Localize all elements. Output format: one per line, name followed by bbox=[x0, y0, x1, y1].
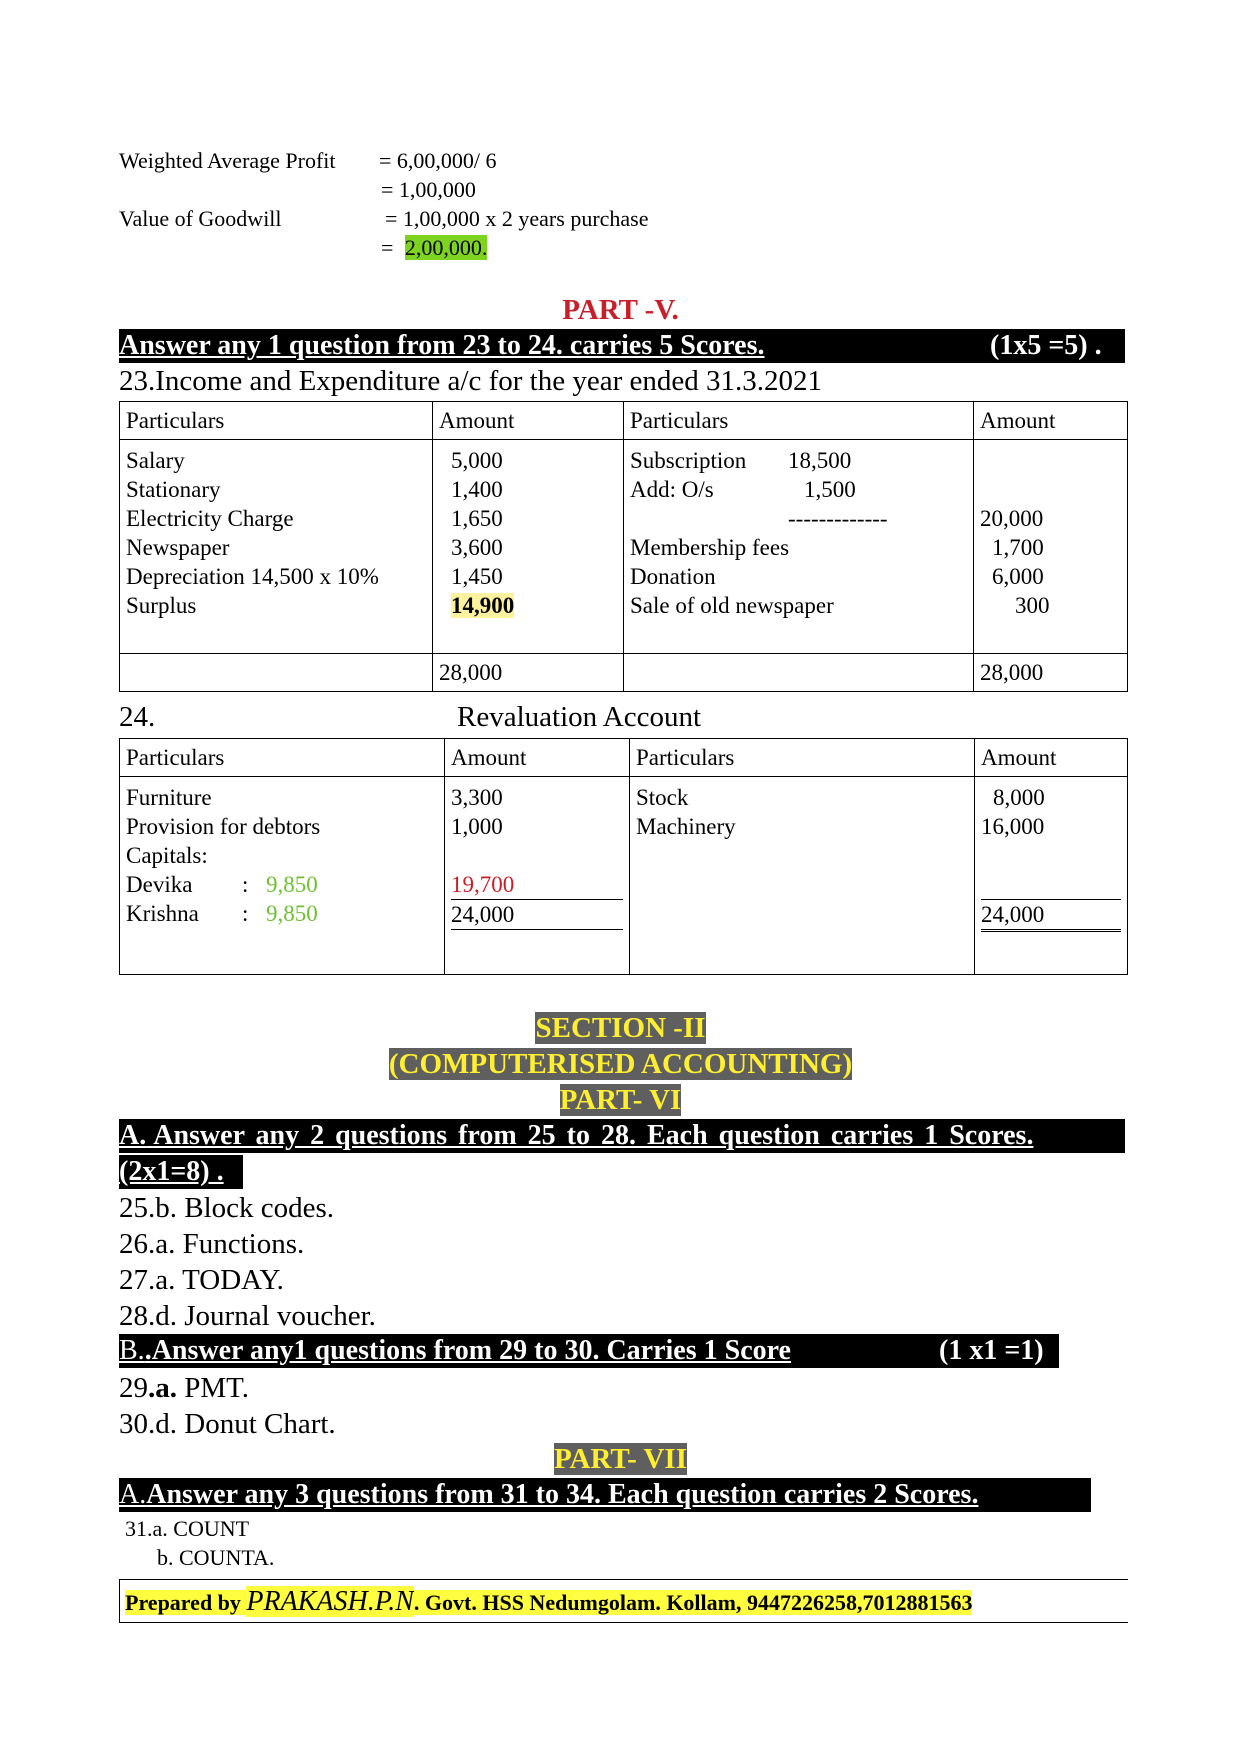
col-particulars-left: Particulars bbox=[120, 402, 433, 440]
table-row bbox=[120, 777, 1128, 975]
table-header-row bbox=[120, 402, 1128, 440]
part-vii-prefix: A. bbox=[119, 1479, 147, 1510]
q24-title: Revaluation Account bbox=[457, 701, 702, 733]
list-item: Subscription 18,500 bbox=[630, 448, 852, 473]
part-vi-b-instruction: .Answer any1 questions from 29 to 30. Carries 1 Score bbox=[144, 1335, 791, 1366]
part-v-marks: (1x5 =5) . bbox=[990, 330, 1102, 361]
amount: 3,600 bbox=[451, 535, 503, 560]
goodwill-result-line bbox=[381, 235, 487, 261]
partner-share: 9,850 bbox=[266, 872, 318, 897]
credit-amounts bbox=[975, 777, 1128, 975]
debit-items bbox=[120, 777, 445, 975]
prepared-by-footer bbox=[119, 1579, 1128, 1623]
prepared-by-label: Prepared by bbox=[125, 1590, 247, 1615]
partner-share: 9,850 bbox=[266, 901, 318, 926]
part-v-instruction: Answer any 1 question from 23 to 24. carries 5 Scores. bbox=[119, 330, 765, 361]
list-item: Surplus bbox=[126, 593, 197, 618]
part-vi-a-instruction: Answer any 2 questions from 25 to 28. Each question carries 1 Scores. bbox=[153, 1120, 1034, 1151]
list-item: Donation bbox=[630, 564, 716, 589]
income-items bbox=[624, 440, 974, 654]
answer-26: 26.a. Functions. bbox=[119, 1228, 305, 1260]
goodwill-label: Value of Goodwill bbox=[119, 206, 282, 231]
list-item: Sale of old newspaper bbox=[630, 593, 834, 618]
part-vi-b-prefix: B. bbox=[119, 1335, 145, 1366]
total-left: 28,000 bbox=[433, 654, 624, 692]
part-v-instruction-bar bbox=[119, 329, 1125, 363]
total-right: 28,000 bbox=[974, 654, 1128, 692]
amount: 8,000 bbox=[993, 785, 1045, 810]
amount: 20,000 bbox=[980, 506, 1044, 531]
q24-number: 24. bbox=[119, 701, 156, 733]
answer-29: 29.a. PMT. bbox=[119, 1372, 249, 1404]
amount: 1,450 bbox=[451, 564, 503, 589]
list-item: Stock bbox=[636, 785, 689, 810]
col-particulars-right: Particulars bbox=[630, 739, 975, 777]
list-item: Furniture bbox=[126, 785, 212, 810]
col-particulars-left: Particulars bbox=[120, 739, 445, 777]
part-vi-title: PART- VI bbox=[559, 1084, 682, 1116]
revaluation-table bbox=[119, 738, 1128, 975]
surplus-amount: 14,900 bbox=[451, 593, 515, 618]
debit-total: 24,000 bbox=[451, 900, 623, 930]
wap-label: Weighted Average Profit bbox=[119, 148, 336, 173]
equals-sign: = bbox=[381, 235, 394, 260]
amount: 300 bbox=[1015, 593, 1050, 618]
answer-30: 30.d. Donut Chart. bbox=[119, 1408, 336, 1440]
partner-name: Krishna bbox=[126, 901, 199, 926]
partner-row: Devika : 9,850 bbox=[126, 872, 318, 897]
section-ii-heading bbox=[0, 1011, 1241, 1045]
part-vi-a-instruction-bar bbox=[119, 1119, 1125, 1153]
section-ii-subheading bbox=[0, 1047, 1241, 1081]
expenditure-items bbox=[120, 440, 433, 654]
wap-equation: = 6,00,000/ 6 bbox=[379, 148, 497, 173]
part-v-title: PART -V. bbox=[562, 294, 679, 326]
list-item: Membership fees bbox=[630, 535, 790, 560]
amount: 1,700 bbox=[992, 535, 1044, 560]
part-vii-heading bbox=[0, 1442, 1241, 1476]
total-row bbox=[120, 654, 1128, 692]
list-item: ------------- bbox=[788, 506, 888, 531]
answer-28: 28.d. Journal voucher. bbox=[119, 1300, 376, 1332]
amount: 1,000 bbox=[451, 814, 503, 839]
section-title: SECTION -II bbox=[535, 1012, 706, 1044]
goodwill-value: 2,00,000. bbox=[404, 235, 488, 260]
amount: 6,000 bbox=[992, 564, 1044, 589]
wap-result: = 1,00,000 bbox=[381, 177, 476, 202]
list-item: Add: O/s 1,500 bbox=[630, 477, 856, 502]
capital-total: 19,700 bbox=[451, 870, 623, 900]
footer-text bbox=[125, 1586, 972, 1618]
col-amount-left: Amount bbox=[433, 402, 624, 440]
part-vi-b-instruction-bar bbox=[119, 1334, 1059, 1368]
section-subtitle: (COMPUTERISED ACCOUNTING) bbox=[388, 1048, 853, 1080]
part-vii-instruction: Answer any 3 questions from 31 to 34. Each question carries 2 Scores. bbox=[146, 1479, 979, 1510]
col-amount-right: Amount bbox=[974, 402, 1128, 440]
goodwill-equation: = 1,00,000 x 2 years purchase bbox=[385, 206, 649, 231]
answer-31b: b. COUNTA. bbox=[157, 1545, 275, 1570]
author-details: . Govt. HSS Nedumgolam. Kollam, 9447226258,7012881563 bbox=[413, 1590, 973, 1615]
amount: 5,000 bbox=[451, 448, 503, 473]
table-header-row bbox=[120, 739, 1128, 777]
part-vi-a-marks: (2x1=8) . bbox=[119, 1155, 243, 1189]
q23-title: 23.Income and Expenditure a/c for the year ended 31.3.2021 bbox=[119, 365, 822, 397]
list-item: Salary bbox=[126, 448, 185, 473]
author-name: PRAKASH.P.N bbox=[246, 1586, 414, 1617]
credit-total: 24,000 bbox=[981, 900, 1121, 932]
list-item: Capitals: bbox=[126, 843, 208, 868]
list-item: Provision for debtors bbox=[126, 814, 321, 839]
partner-row: Krishna : 9,850 bbox=[126, 901, 318, 926]
list-item: Depreciation 14,500 x 10% bbox=[126, 564, 379, 589]
table-row bbox=[120, 440, 1128, 654]
list-item: Machinery bbox=[636, 814, 736, 839]
amount: 1,400 bbox=[451, 477, 503, 502]
amount: 16,000 bbox=[981, 814, 1045, 839]
income-amounts bbox=[974, 440, 1128, 654]
amount: 1,650 bbox=[451, 506, 503, 531]
part-vi-heading bbox=[0, 1083, 1241, 1117]
debit-amounts bbox=[445, 777, 630, 975]
income-expenditure-table bbox=[119, 401, 1128, 692]
part-vii-instruction-bar bbox=[119, 1478, 1091, 1512]
list-item: Stationary bbox=[126, 477, 221, 502]
credit-items bbox=[630, 777, 975, 975]
answer-27: 27.a. TODAY. bbox=[119, 1264, 284, 1296]
col-amount-left: Amount bbox=[445, 739, 630, 777]
list-item: Newspaper bbox=[126, 535, 230, 560]
answer-31a: 31.a. COUNT bbox=[125, 1516, 250, 1541]
part-vi-b-marks: (1 x1 =1) bbox=[939, 1335, 1044, 1366]
list-item: Electricity Charge bbox=[126, 506, 294, 531]
amount: 3,300 bbox=[451, 785, 503, 810]
part-vii-title: PART- VII bbox=[553, 1443, 687, 1475]
answer-25: 25.b. Block codes. bbox=[119, 1192, 335, 1224]
part-vi-a-prefix: A. bbox=[119, 1120, 147, 1151]
expenditure-amounts bbox=[433, 440, 624, 654]
col-amount-right: Amount bbox=[975, 739, 1128, 777]
partner-name: Devika bbox=[126, 872, 193, 897]
col-particulars-right: Particulars bbox=[624, 402, 974, 440]
